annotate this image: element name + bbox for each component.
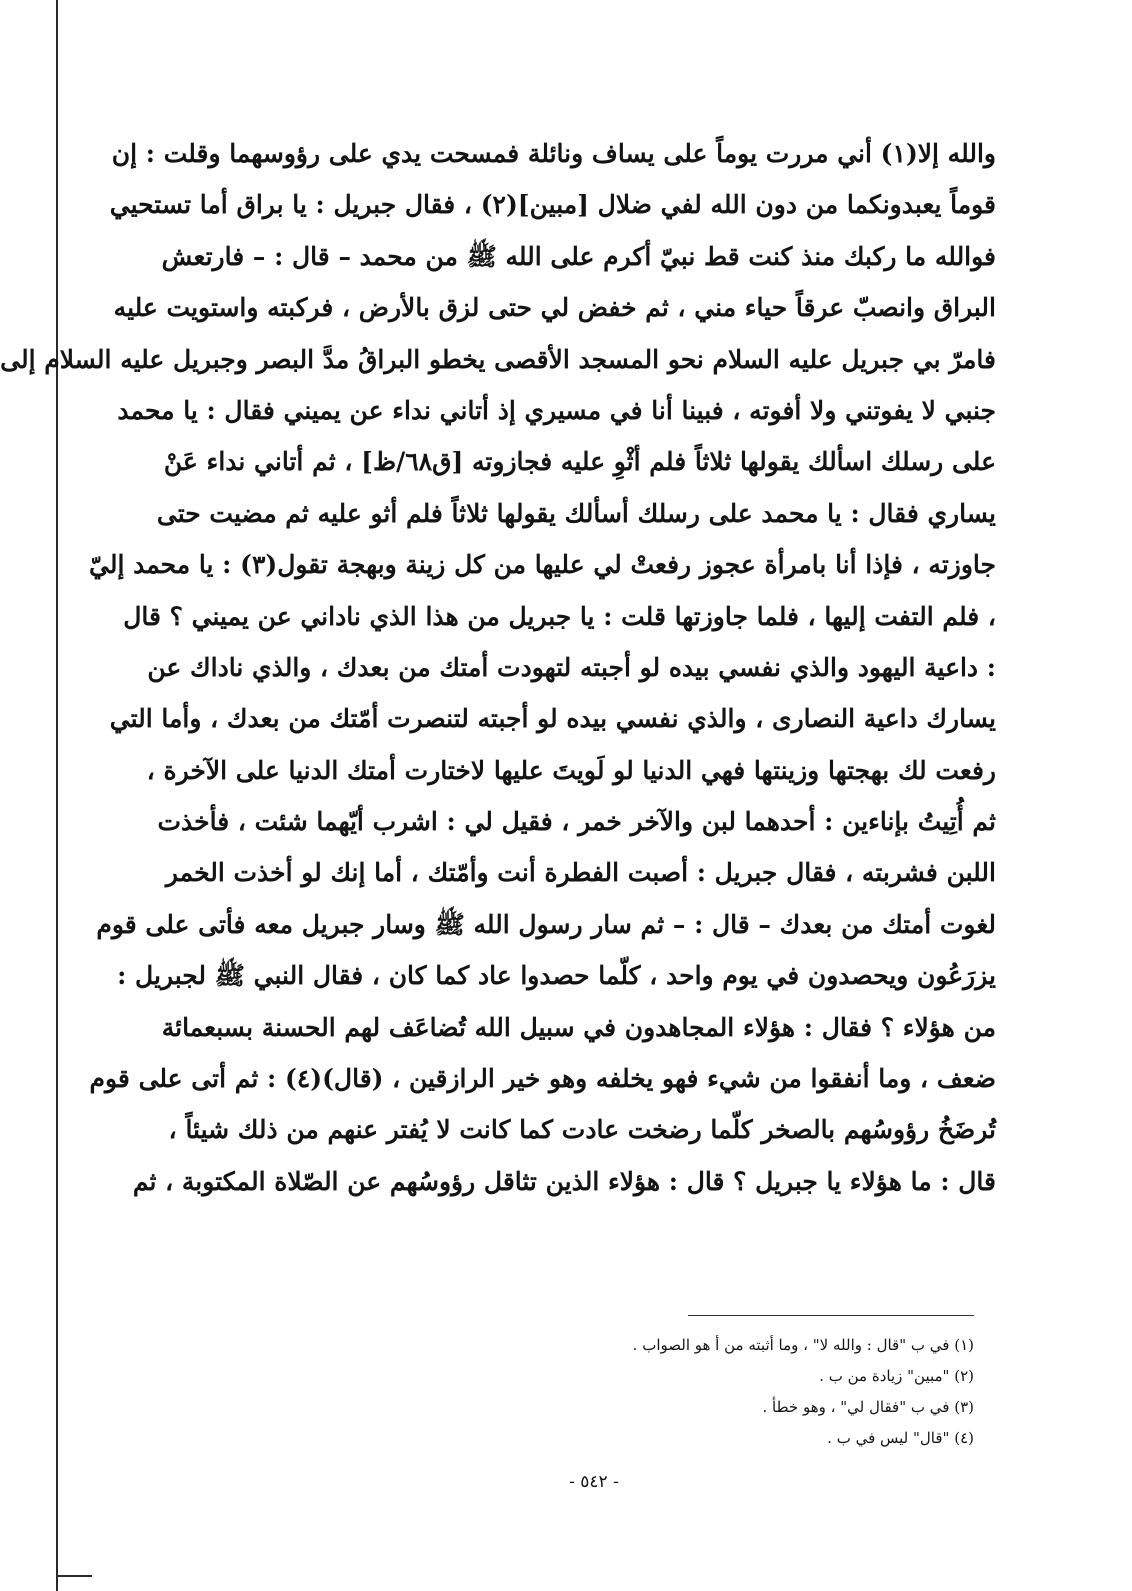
text-line-18: من هؤلاء ؟ فقال : هؤلاء المجاهدون في سبيل الله تُضاعَف لهم الحسنة بسبعمائة	[161, 1012, 996, 1042]
text-line-1: والله إلا(١) أني مررت يوماً على يساف ونائلة فمسحت يدي على رؤوسهما وقلت : إن	[111, 139, 996, 168]
footnotes	[496, 1330, 974, 1454]
text-line-14: ثم أُتِيتُ بإناءين : أحدهما لبن والآخر خمر ، فقيل لي : اشرب أيّهما شئت ، فأخذت	[157, 807, 996, 837]
text-line-20: تُرضَخُ رؤوسُهم بالصخر كلّما رضخت عادت كما كانت لا يُفتر عنهم من ذلك شيئاً ،	[168, 1115, 996, 1145]
text-line-12: يسارك داعية النصارى ، والذي نفسي بيده لو أجبته لتنصرت أمّتك من بعدك ، وأما التي	[109, 704, 996, 734]
main-text	[0, 128, 996, 1207]
footnote-4: (٤) "قال" ليس في ب .	[827, 1429, 974, 1447]
text-line-19: ضعف ، وما أنفقوا من شيء فهو يخلفه وهو خير الرازقين ، (قال)(٤) : ثم أتى على قوم	[89, 1064, 996, 1094]
text-line-13: رفعت لك بهجتها وزينتها فهي الدنيا لو لَويتَ عليها لاختارت أمتك الدنيا على الآخرة ،	[146, 755, 996, 785]
footnote-separator	[688, 1315, 974, 1316]
page-number: - ٥٤٢ -	[569, 1472, 619, 1492]
text-line-17: يزرَعُون ويحصدون في يوم واحد ، كلّما حصدوا عاد كما كان ، فقال النبي ﷺ لجبريل :	[117, 961, 996, 991]
footnote-1: (١) في ب "قال : والله لا" ، وما أثبته من أ هو الصواب .	[632, 1336, 974, 1354]
text-line-9: جاوزته ، فإذا أنا بامرأة عجوز رفعتْ لي عليها من كل زينة وبهجة تقول(٣) : يا محمد إليّ	[88, 550, 996, 580]
text-line-6: جنبي لا يفوتني ولا أفوته ، فبينا أنا في مسيري إذ أتاني نداء عن يميني فقال : يا محمد	[117, 395, 996, 425]
page-body	[0, 128, 996, 1207]
text-line-16: لغوت أمتك من بعدك – قال : – ثم سار رسول الله ﷺ وسار جبريل معه فأتى على قوم	[96, 909, 996, 939]
text-line-21: قال : ما هؤلاء يا جبريل ؟ قال : هؤلاء الذين تثاقل رؤوسُهم عن الصّلاة المكتوبة ، ثم	[132, 1166, 996, 1196]
text-line-5: فامرّ بي جبريل عليه السلام نحو المسجد الأقصى يخطو البراقُ مدَّ البصر وجبريل عليه السلام إلى	[0, 344, 996, 374]
scan-edge-left	[56, 0, 58, 1591]
text-line-8: يساري فقال : يا محمد على رسلك أسألك يقولها ثلاثاً فلم أثو عليه ثم مضيت حتى	[156, 498, 996, 528]
text-line-15: اللبن فشربته ، فقال جبريل : أصبت الفطرة أنت وأمّتك ، أما إنك لو أخذت الخمر	[165, 858, 996, 888]
text-line-3: فوالله ما ركبك منذ كنت قط نبيّ أكرم على الله ﷺ من محمد – قال : – فارتعش	[161, 241, 996, 271]
text-line-11: : داعية اليهود والذي نفسي بيده لو أجبته لتهودت أمتك من بعدك ، والذي ناداك عن	[147, 652, 996, 682]
text-line-10: ، فلم التفت إليها ، فلما جاوزتها قلت : يا جبريل من هذا الذي ناداني عن يميني ؟ قال	[123, 601, 996, 631]
scan-edge-bottom	[56, 1575, 92, 1577]
text-line-7: على رسلك اسألك يقولها ثلاثاً فلم أثْوِ عليه فجازوته [ق٦٨/ظ] ، ثم أتاني نداء عَنْ	[163, 447, 996, 477]
footnote-3: (٣) في ب "فقال لي" ، وهو خطأ .	[762, 1398, 974, 1416]
text-line-2: قوماً يعبدونكما من دون الله لفي ضلال [مبين](٢) ، فقال جبريل : يا براق أما تستحيي	[109, 190, 996, 220]
footnote-2: (٢) "مبين" زيادة من ب .	[819, 1367, 974, 1385]
text-line-4: البراق وانصبّ عرقاً حياء مني ، ثم خفض لي حتى لزق بالأرض ، فركبته واستويت عليه	[113, 293, 996, 323]
